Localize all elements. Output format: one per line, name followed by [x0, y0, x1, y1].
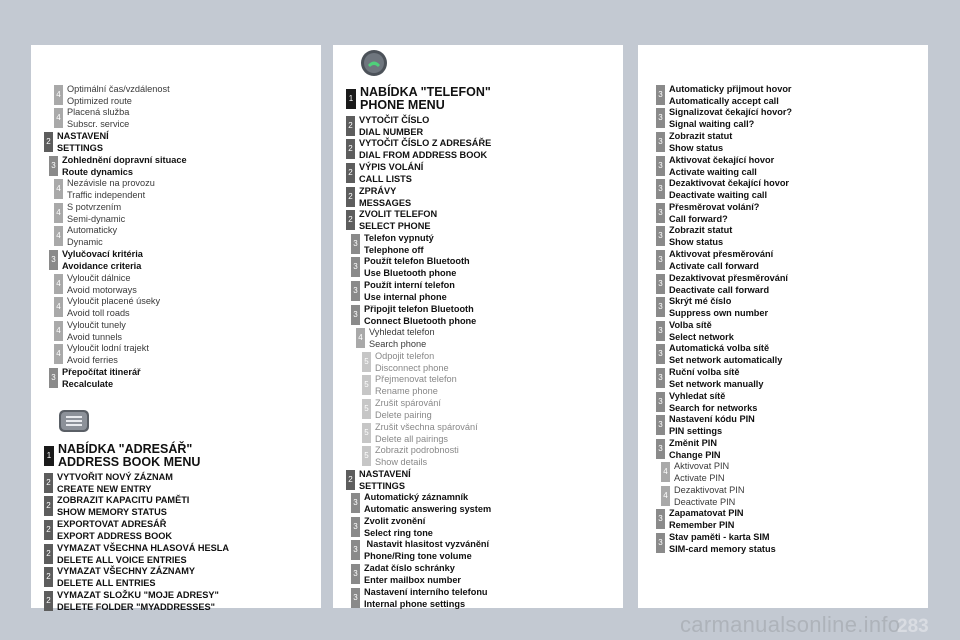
level-badge: 2	[346, 187, 355, 207]
menu-item-level-1	[333, 83, 623, 114]
menu-item-level-1	[31, 440, 321, 471]
level-badge: 3	[351, 281, 360, 301]
menu-item-level-3	[31, 366, 321, 390]
menu-item-label: Zobrazit statut Show status	[669, 225, 733, 248]
menu-item-label: Aktivovat přesměrování Activate call forward	[669, 248, 774, 271]
menu-item-label: Připojit telefon Bluetooth Connect Bluetooth phone	[364, 303, 477, 326]
menu-item-level-2	[31, 542, 321, 566]
menu-item-level-3	[31, 154, 321, 178]
menu-item-level-3	[638, 437, 928, 461]
menu-item-label: Zapamatovat PIN Remember PIN	[669, 508, 744, 531]
menu-item-label: Vyloučit tunely Avoid tunnels	[67, 319, 126, 342]
level-badge: 2	[346, 163, 355, 183]
level-badge: 4	[356, 328, 365, 348]
menu-item-label: Placená služba Subscr. service	[67, 107, 130, 130]
menu-item-level-4	[31, 295, 321, 319]
menu-item-label: ZOBRAZIT KAPACITU PAMĚTI SHOW MEMORY STATUS	[57, 495, 190, 518]
level-badge: 3	[656, 321, 665, 341]
level-badge: 3	[656, 226, 665, 246]
level-badge: 3	[49, 368, 58, 388]
menu-item-level-2	[333, 114, 623, 138]
menu-item-label: VÝPIS VOLÁNÍ CALL LISTS	[359, 161, 424, 184]
menu-item-level-3	[638, 343, 928, 367]
level-badge: 2	[44, 496, 53, 516]
menu-item-label: ZPRÁVY MESSAGES	[359, 185, 412, 208]
level-badge: 4	[54, 297, 63, 317]
level-badge: 4	[54, 274, 63, 294]
menu-item-label: NABÍDKA "ADRESÁŘ" ADDRESS BOOK MENU	[58, 441, 201, 469]
level-badge: 3	[351, 564, 360, 584]
menu-item-level-2	[333, 161, 623, 185]
level-badge: 3	[656, 344, 665, 364]
menu-item-level-4	[31, 177, 321, 201]
menu-item-label: Přejmenovat telefon Rename phone	[375, 374, 457, 397]
menu-item-level-3	[31, 248, 321, 272]
level-badge: 3	[656, 85, 665, 105]
level-badge: 5	[362, 423, 371, 443]
level-badge: 2	[346, 116, 355, 136]
menu-item-level-2	[31, 565, 321, 589]
menu-item-label: Vyloučit lodní trajekt Avoid ferries	[67, 343, 149, 366]
menu-item-label: S potvrzením Semi-dynamic	[67, 201, 126, 224]
level-badge: 2	[44, 544, 53, 564]
level-badge: 2	[44, 591, 53, 611]
level-badge: 3	[656, 132, 665, 152]
level-badge: 5	[362, 352, 371, 372]
menu-item-label: Vyloučit placené úseky Avoid toll roads	[67, 296, 161, 319]
level-badge: 4	[54, 344, 63, 364]
menu-item-label: Dezaktivovat přesměrování Deactivate call forward	[669, 272, 788, 295]
level-badge: 3	[351, 257, 360, 277]
level-badge: 2	[44, 520, 53, 540]
menu-item-level-3	[638, 508, 928, 532]
level-badge: 3	[351, 234, 360, 254]
menu-item-level-3	[638, 130, 928, 154]
menu-item-label: Zadat číslo schránky Enter mailbox number	[364, 563, 461, 586]
menu-item-level-5	[333, 397, 623, 421]
level-badge: 4	[54, 179, 63, 199]
menu-item-level-4	[31, 319, 321, 343]
menu-item-level-2	[333, 468, 623, 492]
watermark: carmanualsonline.info	[680, 612, 901, 637]
menu-item-level-3	[638, 295, 928, 319]
menu-item-level-2	[333, 185, 623, 209]
menu-item-label: Nastavit hlasitost vyzvánění Phone/Ring tone volume	[364, 539, 490, 562]
menu-item-level-3	[333, 586, 623, 610]
level-badge: 3	[351, 493, 360, 513]
menu-item-label: Zohlednění dopravní situace Route dynamics	[62, 154, 187, 177]
menu-item-label: Telefon vypnutý Telephone off	[364, 232, 434, 255]
level-badge: 3	[351, 305, 360, 325]
menu-item-label: Automatický záznamník Automatic answering system	[364, 492, 492, 515]
level-badge: 2	[44, 567, 53, 587]
menu-item-label: VYTOČIT ČÍSLO DIAL NUMBER	[359, 114, 430, 137]
level-badge: 2	[346, 470, 355, 490]
menu-item-label: Vyloučit dálnice Avoid motorways	[67, 272, 137, 295]
menu-item-label: VYTOČIT ČÍSLO Z ADRESÁŘE DIAL FROM ADDRESS BOOK	[359, 138, 492, 161]
menu-item-level-3	[638, 272, 928, 296]
menu-item-level-3	[638, 201, 928, 225]
menu-item-level-4	[31, 107, 321, 131]
level-badge: 3	[656, 203, 665, 223]
level-badge: 3	[656, 533, 665, 553]
menu-item-level-4	[333, 326, 623, 350]
menu-item-label: Použít telefon Bluetooth Use Bluetooth phone	[364, 256, 470, 279]
menu-item-level-3	[333, 539, 623, 563]
menu-item-label: Vyhledat sítě Search for networks	[669, 390, 758, 413]
level-badge: 5	[362, 399, 371, 419]
menu-item-label: NASTAVENÍ SETTINGS	[57, 130, 109, 153]
menu-item-level-5	[333, 374, 623, 398]
menu-item-label: Volba sítě Select network	[669, 319, 734, 342]
menu-item-level-5	[333, 444, 623, 468]
menu-item-level-3	[638, 390, 928, 414]
menu-item-label: Nastavení kódu PIN PIN settings	[669, 414, 755, 437]
level-badge: 3	[656, 250, 665, 270]
menu-item-label: Přepočítat itinerář Recalculate	[62, 366, 141, 389]
menu-item-level-3	[333, 515, 623, 539]
menu-item-label: Automatická volba sítě Set network automatically	[669, 343, 783, 366]
level-badge: 2	[44, 473, 53, 493]
menu-item-level-4	[31, 201, 321, 225]
menu-item-label: Vylučovací kritéria Avoidance criteria	[62, 248, 143, 271]
level-badge: 3	[656, 415, 665, 435]
level-badge: 3	[656, 108, 665, 128]
menu-item-label: Použít interní telefon Use internal phone	[364, 279, 455, 302]
menu-item-label: Nastavení interního telefonu Internal phone settings	[364, 586, 488, 609]
level-badge: 1	[346, 89, 356, 109]
menu-item-label: Přesměrovat volání? Call forward?	[669, 201, 760, 224]
menu-item-level-2	[31, 471, 321, 495]
level-badge: 4	[54, 226, 63, 246]
menu-item-level-3	[638, 177, 928, 201]
menu-item-label: Zobrazit statut Show status	[669, 130, 733, 153]
level-badge: 3	[656, 274, 665, 294]
menu-item-level-3	[638, 107, 928, 131]
menu-item-label: Skrýt mé číslo Suppress own number	[669, 296, 769, 319]
level-badge: 3	[656, 179, 665, 199]
menu-item-label: Aktivovat PIN Activate PIN	[674, 461, 730, 484]
menu-item-label: VYMAZAT VŠECHNY ZÁZNAMY DELETE ALL ENTRIES	[57, 566, 195, 589]
phone-icon	[360, 49, 388, 77]
menu-item-label: ZVOLIT TELEFON SELECT PHONE	[359, 209, 438, 232]
address-book-icon	[58, 409, 90, 433]
address-book-menu-list	[31, 440, 321, 613]
menu-panel-navigation-address	[31, 45, 321, 612]
menu-item-level-3	[638, 319, 928, 343]
menu-item-label: EXPORTOVAT ADRESÁŘ EXPORT ADDRESS BOOK	[57, 518, 173, 541]
level-badge: 3	[656, 439, 665, 459]
menu-item-level-3	[638, 413, 928, 437]
menu-item-label: Vyhledat telefon Search phone	[369, 327, 435, 350]
menu-item-level-3	[333, 279, 623, 303]
menu-item-label: NASTAVENÍ SETTINGS	[359, 468, 411, 491]
level-badge: 5	[362, 375, 371, 395]
menu-item-level-3	[638, 531, 928, 555]
level-badge: 4	[661, 462, 670, 482]
level-badge: 3	[656, 392, 665, 412]
level-badge: 3	[351, 540, 360, 560]
level-badge: 3	[656, 368, 665, 388]
menu-item-label: Dezaktivovat čekající hovor Deactivate waiting call	[669, 178, 790, 201]
menu-item-level-2	[31, 130, 321, 154]
menu-item-level-4	[638, 461, 928, 485]
menu-item-label: Automaticky Dynamic	[67, 225, 118, 248]
menu-item-label: VYMAZAT VŠECHNA HLASOVÁ HESLA DELETE ALL VOICE ENTRIES	[57, 542, 230, 565]
menu-panel-phone-settings	[638, 45, 928, 608]
phone-menu-list	[333, 83, 623, 609]
menu-item-label: VYMAZAT SLOŽKU "MOJE ADRESY" DELETE FOLDER "MYADDRESSES"	[57, 589, 219, 612]
menu-item-level-3	[333, 256, 623, 280]
menu-item-label: Zvolit zvonění Select ring tone	[364, 515, 433, 538]
menu-panel-phone	[333, 45, 623, 608]
menu-item-level-3	[333, 303, 623, 327]
menu-item-label: Optimální čas/vzdálenost Optimized route	[67, 83, 170, 106]
menu-item-label: NABÍDKA "TELEFON" PHONE MENU	[360, 84, 491, 112]
phone-settings-list	[638, 83, 928, 555]
level-badge: 1	[44, 446, 54, 466]
level-badge: 2	[346, 210, 355, 230]
menu-item-label: Automaticky přijmout hovor Automatically accept call	[669, 83, 792, 106]
level-badge: 4	[54, 85, 63, 105]
level-badge: 4	[54, 108, 63, 128]
menu-item-label: Zrušit spárování Delete pairing	[375, 397, 441, 420]
menu-item-label: Stav paměti - karta SIM SIM-card memory status	[669, 532, 776, 555]
level-badge: 5	[362, 446, 371, 466]
level-badge: 3	[656, 156, 665, 176]
level-badge: 3	[656, 509, 665, 529]
menu-item-level-2	[31, 518, 321, 542]
level-badge: 3	[351, 588, 360, 608]
menu-item-level-3	[638, 154, 928, 178]
menu-item-level-3	[638, 83, 928, 107]
menu-item-level-2	[333, 208, 623, 232]
menu-item-level-4	[31, 343, 321, 367]
page-number: 283	[897, 616, 929, 637]
level-badge: 4	[54, 321, 63, 341]
menu-item-level-4	[638, 484, 928, 508]
navigation-settings-list	[31, 83, 321, 390]
menu-item-level-3	[638, 366, 928, 390]
menu-item-label: Signalizovat čekající hovor? Signal waiting call?	[669, 107, 793, 130]
menu-item-label: Ruční volba sítě Set network manually	[669, 366, 764, 389]
menu-item-label: Aktivovat čekající hovor Activate waiting call	[669, 154, 775, 177]
level-badge: 2	[346, 139, 355, 159]
menu-item-label: Nezávisle na provozu Traffic independent	[67, 178, 155, 201]
menu-item-level-5	[333, 350, 623, 374]
menu-item-label: Dezaktivovat PIN Deactivate PIN	[674, 484, 745, 507]
menu-item-label: Změnit PIN Change PIN	[669, 437, 721, 460]
menu-item-level-3	[333, 232, 623, 256]
level-badge: 3	[351, 517, 360, 537]
menu-item-level-3	[333, 492, 623, 516]
menu-item-level-2	[31, 495, 321, 519]
menu-item-level-2	[333, 138, 623, 162]
menu-item-level-4	[31, 225, 321, 249]
level-badge: 3	[49, 156, 58, 176]
menu-item-level-4	[31, 272, 321, 296]
level-badge: 3	[49, 250, 58, 270]
menu-item-label: Zrušit všechna spárování Delete all pairings	[375, 421, 478, 444]
menu-item-level-3	[333, 562, 623, 586]
menu-item-label: VYTVOŘIT NOVÝ ZÁZNAM CREATE NEW ENTRY	[57, 471, 173, 494]
level-badge: 4	[54, 203, 63, 223]
menu-item-level-2	[31, 589, 321, 613]
menu-item-level-3	[638, 225, 928, 249]
menu-item-label: Zobrazit podrobnosti Show details	[375, 445, 459, 468]
level-badge: 2	[44, 132, 53, 152]
level-badge: 4	[661, 486, 670, 506]
level-badge: 3	[656, 297, 665, 317]
menu-item-label: Odpojit telefon Disconnect phone	[375, 350, 449, 373]
menu-item-level-5	[333, 421, 623, 445]
menu-item-level-3	[638, 248, 928, 272]
menu-item-level-4	[31, 83, 321, 107]
